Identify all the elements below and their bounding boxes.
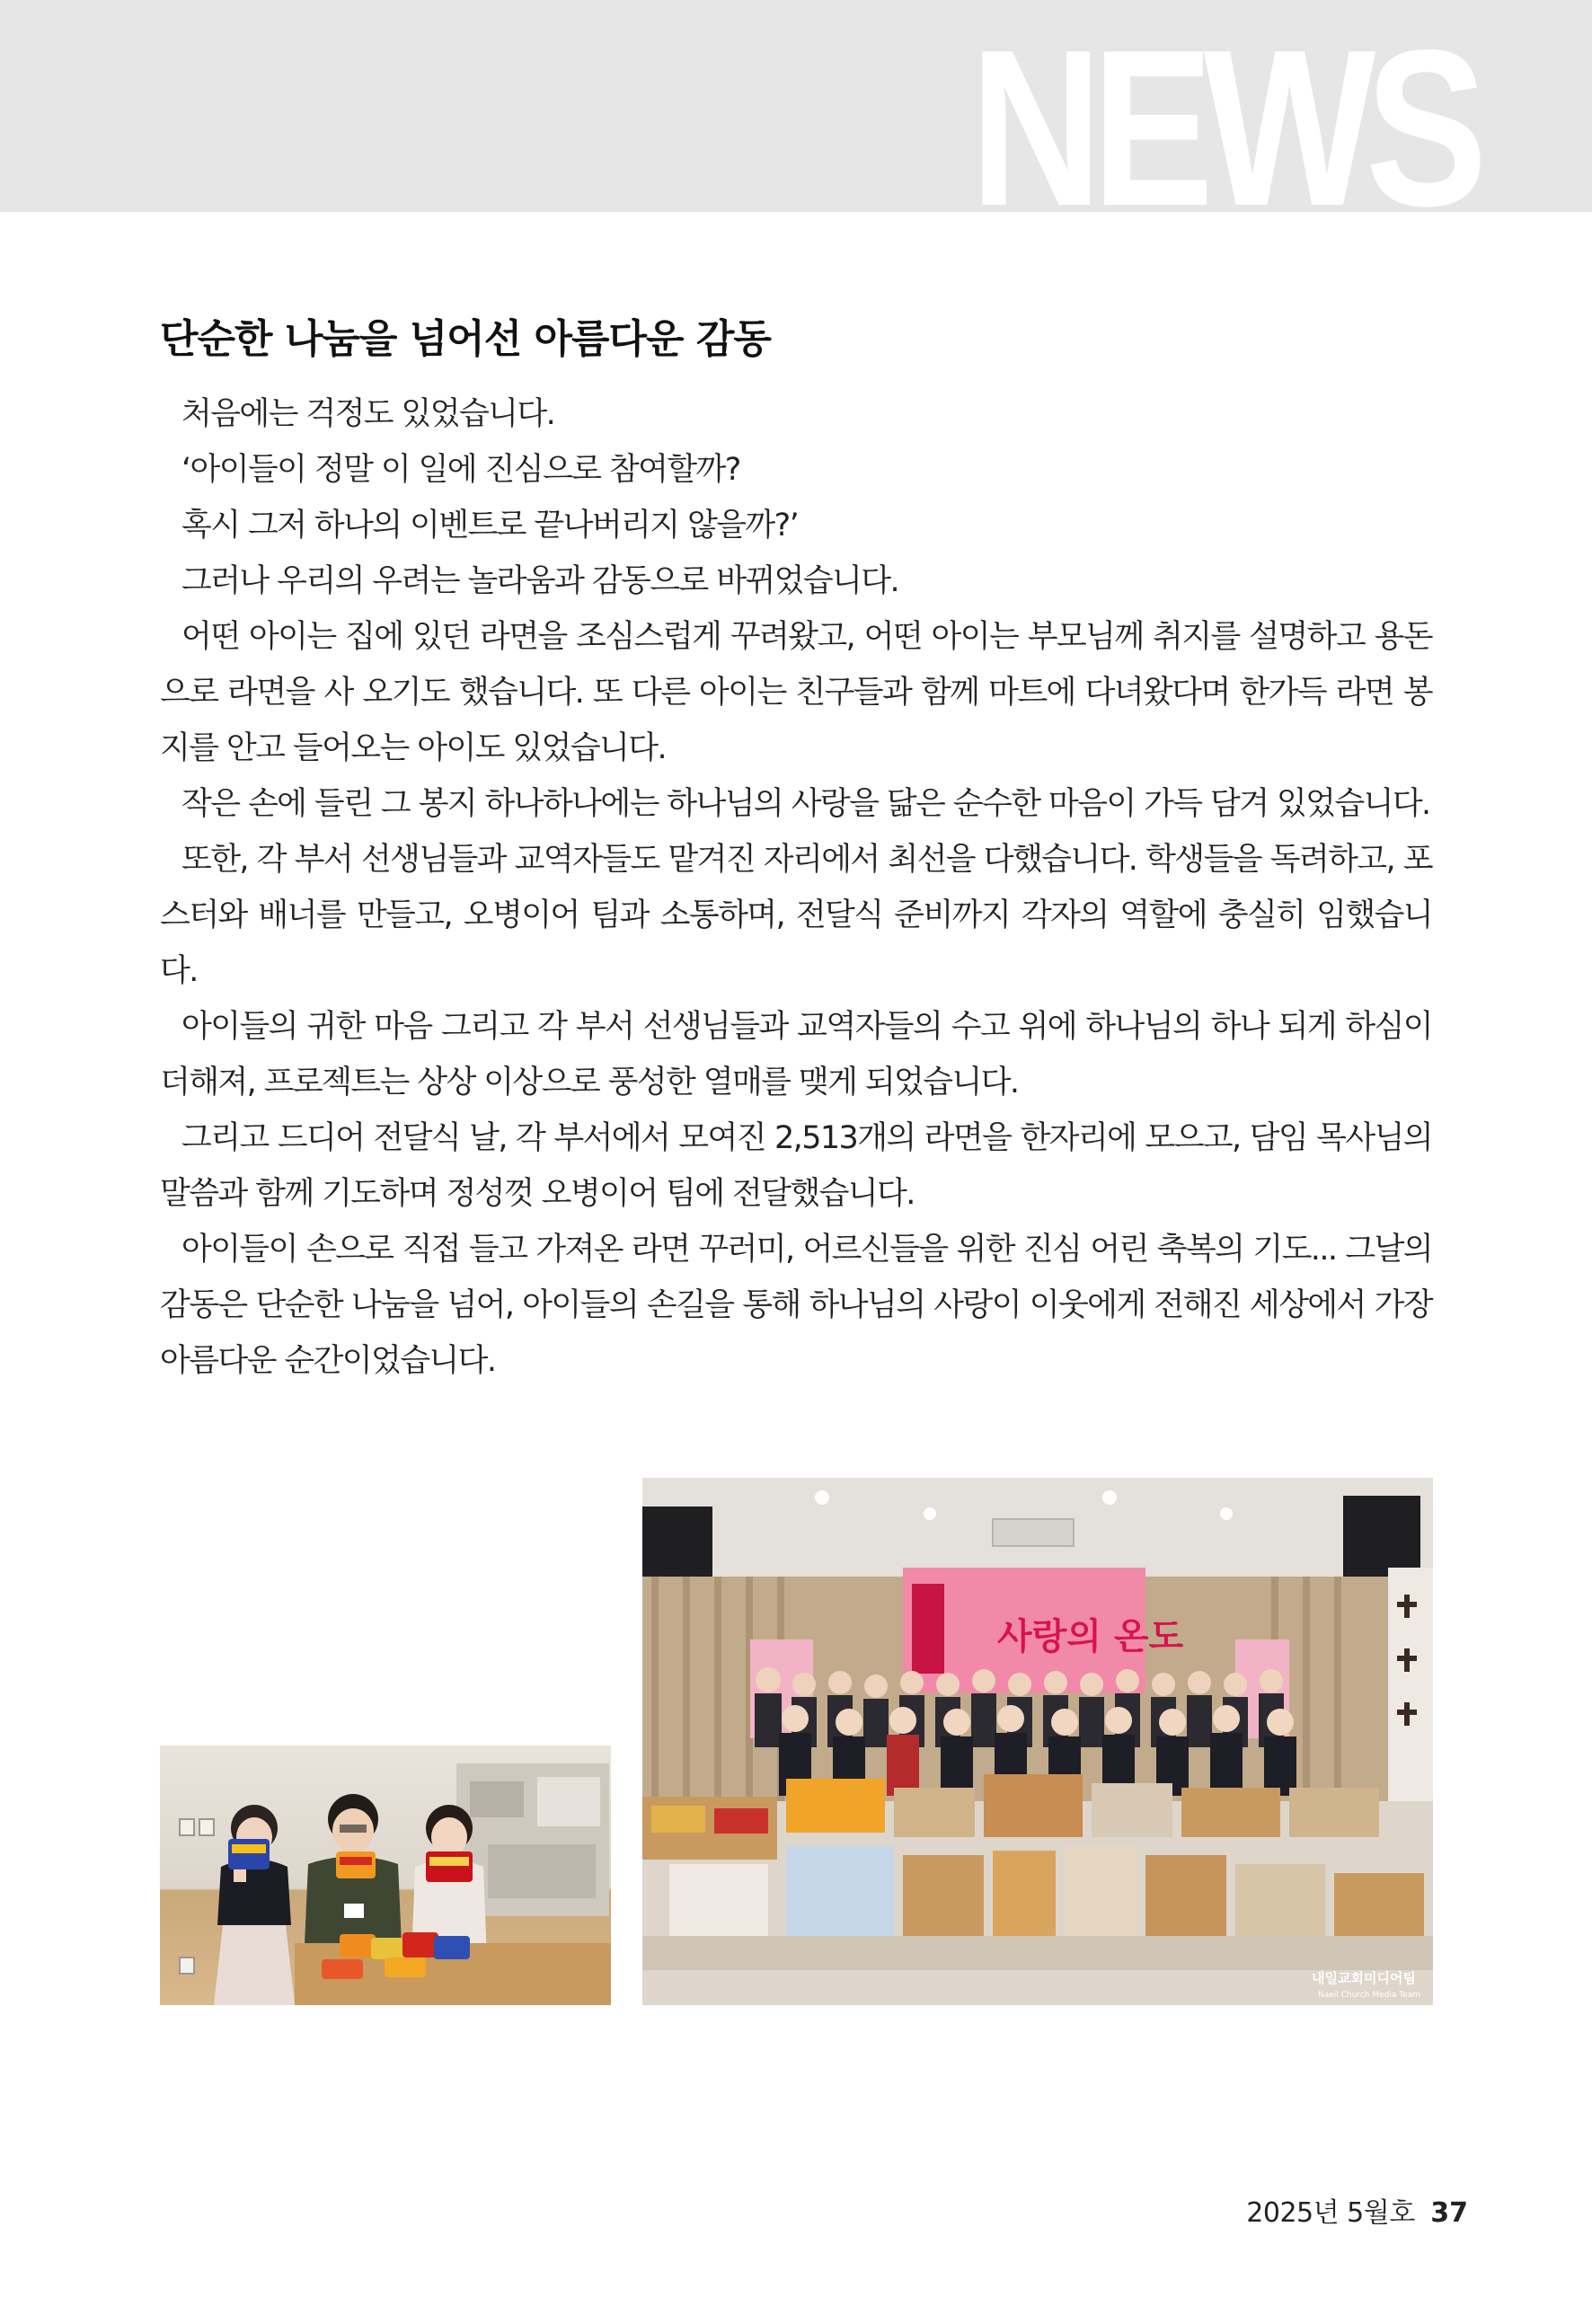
article — [160, 313, 1432, 1389]
paragraph-9: 그리고 드디어 전달식 날, 각 부서에서 모여진 2,513개의 라면을 한자리에 모으고, 담임 목사님의 말씀과 함께 기도하며 정성껏 오병이어 팀에 전달했습니다. — [160, 1120, 1432, 1212]
page-number: 37 — [1430, 2197, 1468, 2229]
paragraph-7: 또한, 각 부서 선생님들과 교역자들도 맡겨진 자리에서 최선을 다했습니다. 학생들을 독려하고, 포스터와 배너를 만들고, 오병이어 팀과 소통하며, 전달식 준비까지 각자의 역할에 충실히 임했습니다. — [160, 842, 1432, 989]
media-team-watermark: 내일교회미디어팀 — [1312, 1970, 1416, 1986]
paragraph-4: 그러나 우리의 우려는 놀라움과 감동으로 바뀌었습니다. — [181, 563, 898, 599]
paragraph-6: 작은 손에 들린 그 봉지 하나하나에는 하나님의 사랑을 닮은 순수한 마음이 가득 담겨 있었습니다. — [181, 786, 1430, 822]
banner-text: 사랑의 온도 — [997, 1616, 1184, 1657]
paragraph-3: 혹시 그저 하나의 이벤트로 끝나버리지 않을까?’ — [181, 508, 799, 543]
page-footer — [1246, 2196, 1468, 2231]
media-team-watermark-en: Naeil Church Media Team — [1318, 1991, 1421, 2000]
article-headline: 단순한 나눔을 넘어선 아름다운 감동 — [160, 316, 771, 362]
paragraph-5: 어떤 아이는 집에 있던 라면을 조심스럽게 꾸려왔고, 어떤 아이는 부모님께 취지를 설명하고 용돈으로 라면을 사 오기도 했습니다. 또 다른 아이는 친구들과 함께 마트에 다녀왔다며 한가득 라면 봉지를 안고 들어오는 아이도 있었습니다. — [160, 619, 1432, 766]
photo-group-delivery-ceremony — [642, 1478, 1433, 2005]
paragraph-8: 아이들의 귀한 마음 그리고 각 부서 선생님들과 교역자들의 수고 위에 하나님의 하나 되게 하심이 더해져, 프로젝트는 상상 이상으로 풍성한 열매를 맺게 되었습니다. — [160, 1009, 1432, 1100]
photo-children-illustration — [160, 1745, 611, 2005]
header-band — [0, 0, 1592, 212]
paragraph-10: 아이들이 손으로 직접 들고 가져온 라면 꾸러미, 어르신들을 위한 진심 어린 축복의 기도... 그날의 감동은 단순한 나눔을 넘어, 아이들의 손길을 통해 하나님의 사랑이 이웃에게 전해진 세상에서 가장 아름다운 순간이었습니다. — [160, 1232, 1432, 1379]
photo-group-illustration — [642, 1478, 1433, 2005]
issue-label: 2025년 5월호 — [1246, 2197, 1415, 2229]
photo-children-with-ramen — [160, 1745, 611, 2005]
section-title-news: NEWS — [969, 3, 1477, 212]
paragraph-2: ‘아이들이 정말 이 일에 진심으로 참여할까? — [181, 452, 740, 488]
paragraph-1: 처음에는 걱정도 있었습니다. — [181, 396, 555, 432]
